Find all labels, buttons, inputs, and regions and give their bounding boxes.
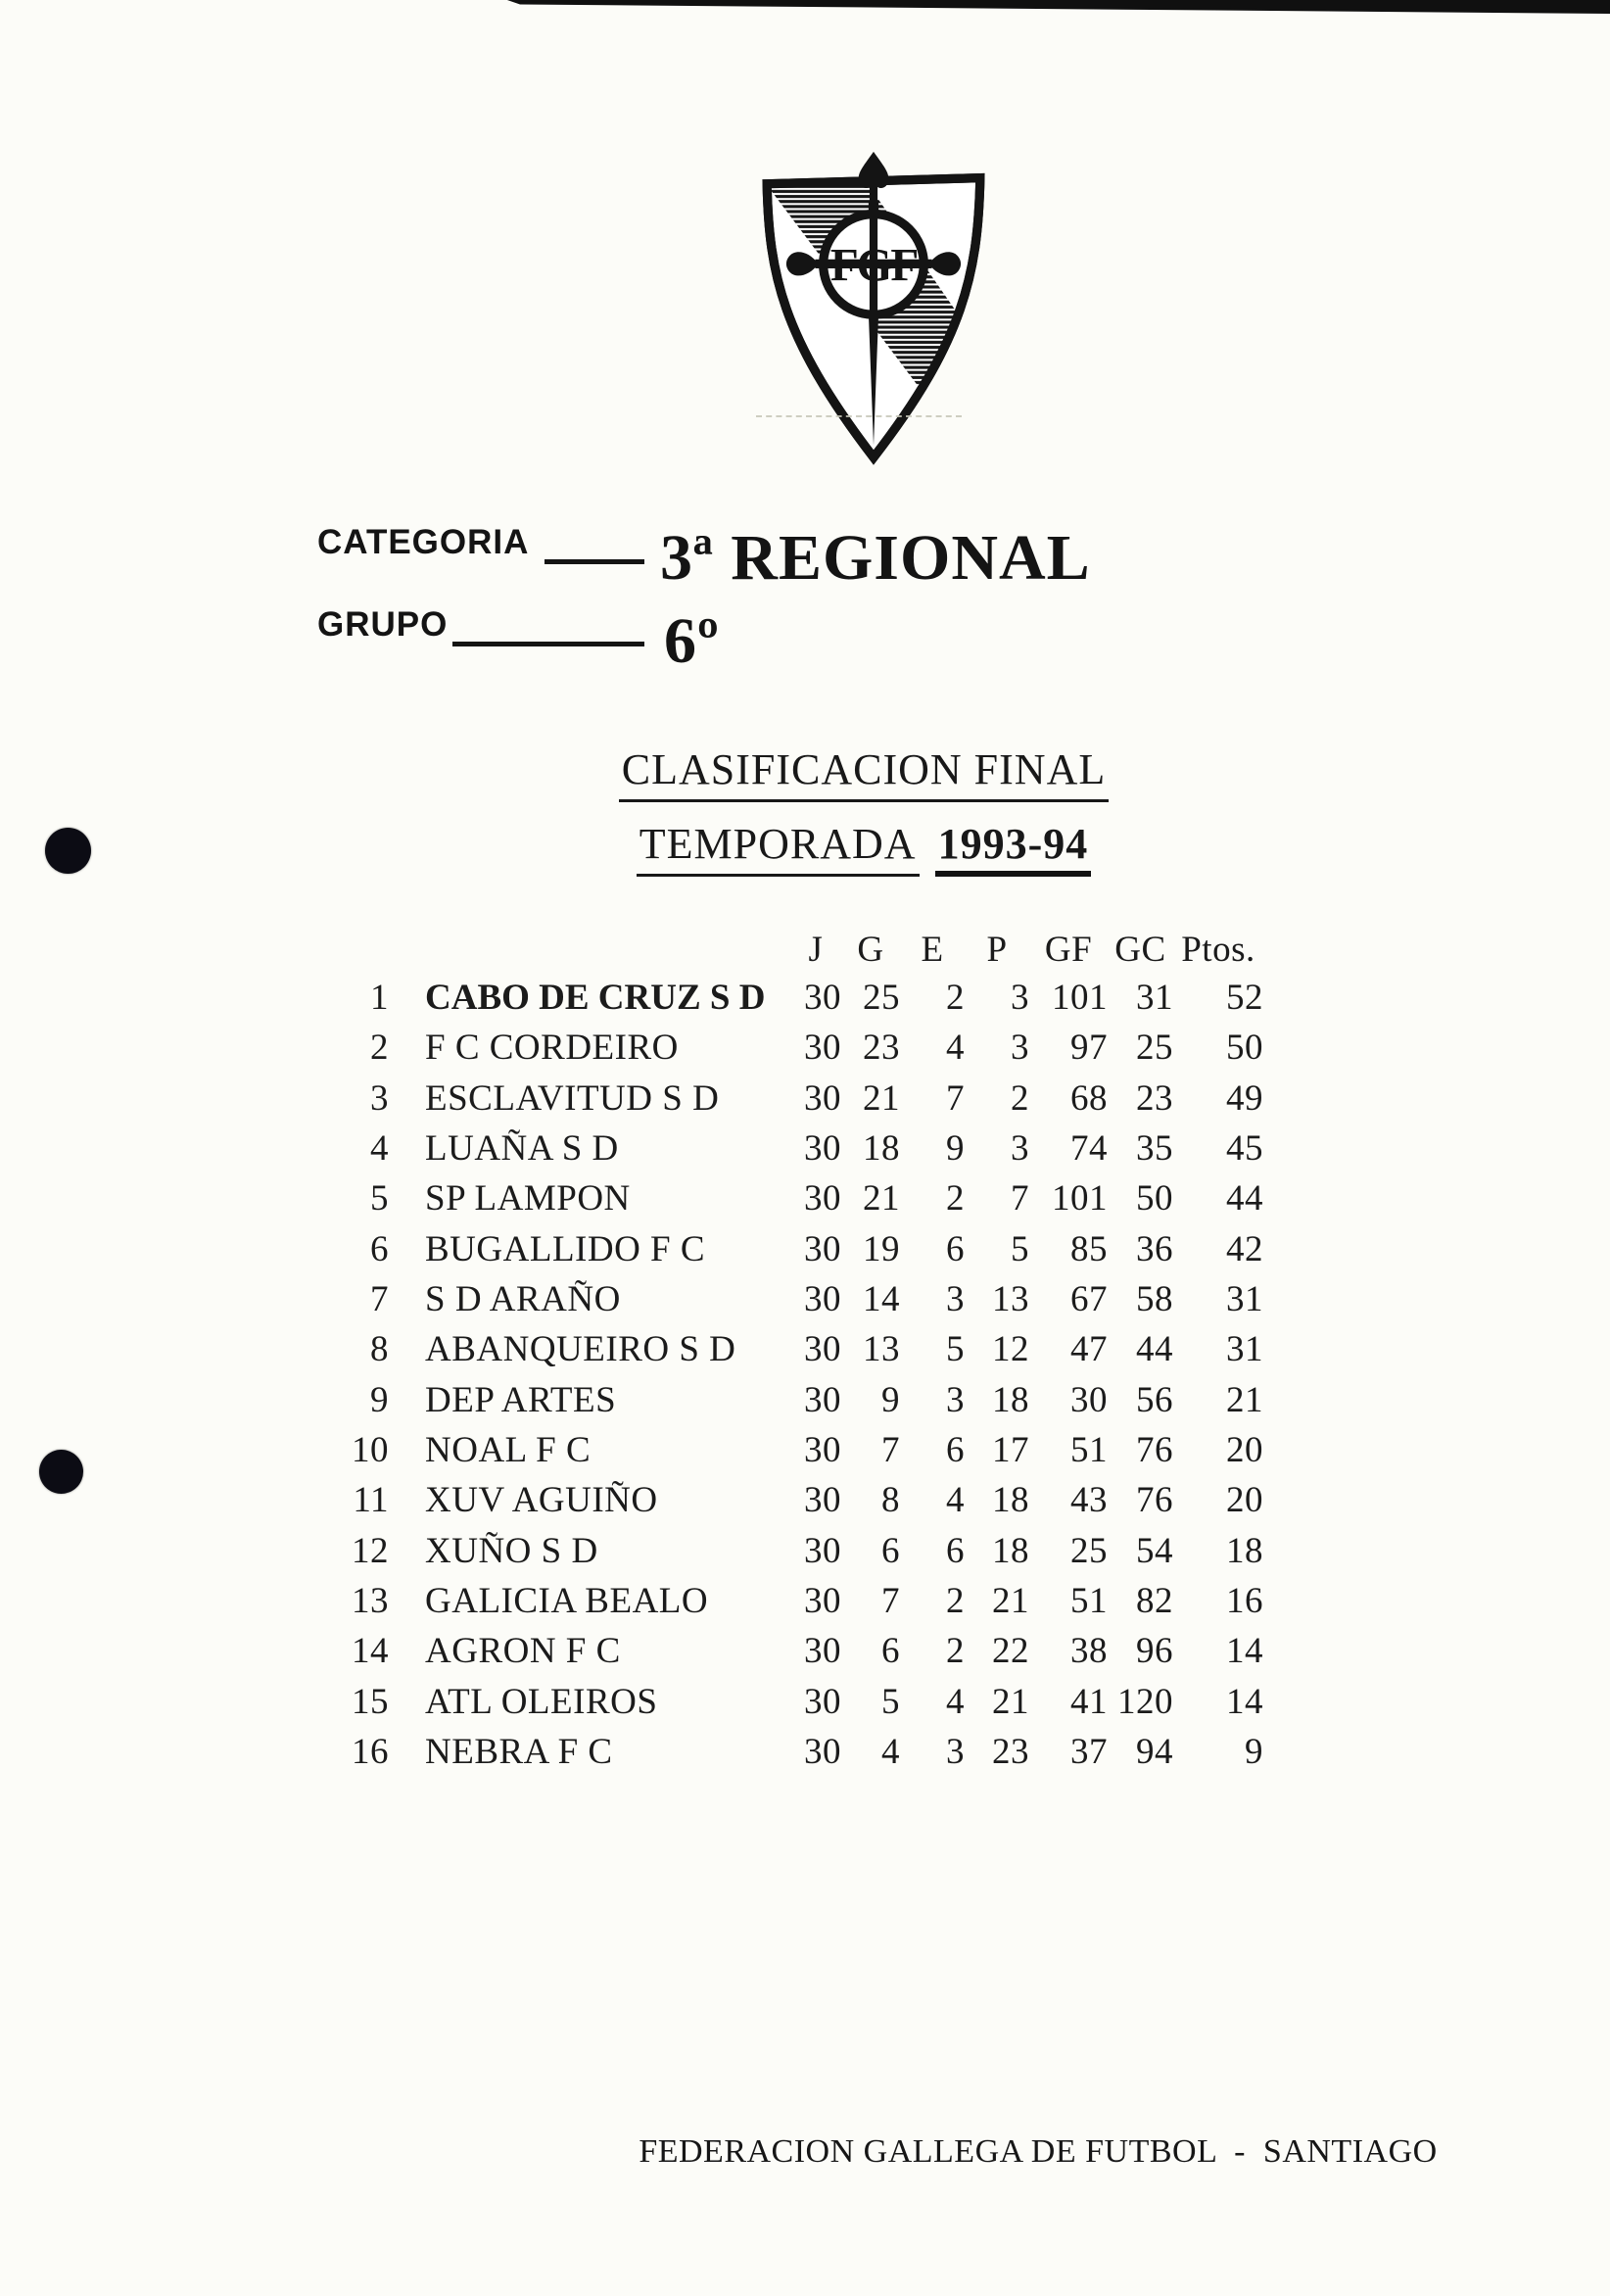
rank-cell: 14: [352, 1631, 389, 1672]
gc-cell: 31: [1136, 978, 1173, 1018]
pts-cell: 44: [1226, 1178, 1263, 1220]
p-cell: 18: [992, 1379, 1029, 1420]
rank-cell: 4: [370, 1128, 389, 1170]
table-row: [338, 1731, 1263, 1781]
gc-cell: 82: [1136, 1581, 1173, 1622]
pts-cell: 20: [1226, 1480, 1263, 1521]
p-cell: 23: [992, 1732, 1029, 1773]
e-cell: 7: [946, 1077, 965, 1119]
pts-cell: 18: [1226, 1530, 1263, 1571]
scan-artifact-line: [756, 415, 962, 417]
g-cell: 8: [881, 1480, 900, 1521]
header-rank-spacer: [338, 929, 389, 972]
rank-cell: 10: [352, 1430, 389, 1471]
rank-cell: 5: [370, 1178, 389, 1220]
rank-cell: 9: [370, 1379, 389, 1420]
g-cell: 21: [863, 1178, 900, 1220]
j-cell: 30: [804, 1732, 841, 1773]
p-cell: 21: [992, 1581, 1029, 1622]
table-row: [338, 1027, 1263, 1076]
g-cell: 21: [863, 1077, 900, 1119]
federation-footer: FEDERACION GALLEGA DE FUTBOL - SANTIAGO: [639, 2133, 1438, 2170]
header-team-spacer: [389, 929, 790, 972]
team-cell: SP LAMPON: [425, 1178, 631, 1220]
gf-cell: 68: [1070, 1077, 1108, 1119]
pts-cell: 52: [1226, 978, 1263, 1018]
table-row: [338, 1379, 1263, 1429]
title-temporada-word: TEMPORADA: [637, 819, 920, 877]
table-row: [338, 1681, 1263, 1731]
hole-punch-dot: [45, 828, 91, 874]
rank-cell: 16: [352, 1732, 389, 1773]
grupo-underline: [452, 642, 644, 646]
table-row: [338, 1177, 1263, 1227]
pts-cell: 42: [1226, 1228, 1263, 1269]
g-cell: 6: [881, 1530, 900, 1571]
g-cell: 18: [863, 1128, 900, 1170]
table-row: [338, 977, 1263, 1027]
g-cell: 14: [863, 1279, 900, 1320]
p-cell: 22: [992, 1631, 1029, 1672]
gf-cell: 47: [1070, 1329, 1108, 1370]
g-cell: 13: [863, 1329, 900, 1370]
rank-cell: 11: [353, 1480, 389, 1521]
categoria-underline: [545, 559, 644, 564]
title-temporada: [560, 819, 1167, 877]
e-cell: 6: [946, 1430, 965, 1471]
team-cell: CABO DE CRUZ S D: [425, 978, 766, 1018]
gf-cell: 38: [1070, 1631, 1108, 1672]
gf-cell: 97: [1070, 1028, 1108, 1069]
title-clasificacion-text: CLASIFICACION FINAL: [619, 744, 1109, 802]
col-header-g: G: [857, 930, 884, 970]
j-cell: 30: [804, 1631, 841, 1672]
p-cell: 18: [992, 1530, 1029, 1571]
gf-cell: 30: [1070, 1379, 1108, 1420]
j-cell: 30: [804, 1681, 841, 1722]
rank-cell: 8: [370, 1329, 389, 1370]
j-cell: 30: [804, 1379, 841, 1420]
e-cell: 2: [946, 1581, 965, 1622]
team-cell: BUGALLIDO F C: [425, 1228, 706, 1269]
g-cell: 9: [881, 1379, 900, 1420]
g-cell: 6: [881, 1631, 900, 1672]
e-cell: 6: [946, 1530, 965, 1571]
e-cell: 5: [946, 1329, 965, 1370]
p-cell: 18: [992, 1480, 1029, 1521]
table-row: [338, 1077, 1263, 1127]
gc-cell: 56: [1136, 1379, 1173, 1420]
gc-cell: 76: [1136, 1480, 1173, 1521]
team-cell: S D ARAÑO: [425, 1279, 621, 1320]
table-row: [338, 1328, 1263, 1378]
pts-cell: 14: [1226, 1631, 1263, 1672]
p-cell: 12: [992, 1329, 1029, 1370]
pts-cell: 16: [1226, 1581, 1263, 1622]
p-cell: 3: [1011, 1128, 1029, 1170]
rank-cell: 7: [370, 1279, 389, 1320]
g-cell: 23: [863, 1028, 900, 1069]
g-cell: 19: [863, 1228, 900, 1269]
p-cell: 17: [992, 1430, 1029, 1471]
col-header-ptos: Ptos.: [1181, 930, 1255, 970]
scan-edge-strip: [0, 0, 1610, 14]
e-cell: 2: [946, 978, 965, 1018]
g-cell: 7: [881, 1430, 900, 1471]
gf-cell: 25: [1070, 1530, 1108, 1571]
e-cell: 6: [946, 1228, 965, 1269]
pts-cell: 14: [1226, 1681, 1263, 1722]
gc-cell: 44: [1136, 1329, 1173, 1370]
gf-cell: 85: [1070, 1228, 1108, 1269]
e-cell: 2: [946, 1178, 965, 1220]
team-cell: ATL OLEIROS: [425, 1681, 658, 1722]
grupo-value: 6º: [664, 605, 720, 677]
p-cell: 7: [1011, 1178, 1029, 1220]
e-cell: 3: [946, 1279, 965, 1320]
rank-cell: 13: [352, 1581, 389, 1622]
gf-cell: 101: [1052, 978, 1108, 1018]
e-cell: 4: [946, 1028, 965, 1069]
pts-cell: 21: [1226, 1379, 1263, 1420]
gc-cell: 120: [1117, 1681, 1173, 1722]
rank-cell: 6: [370, 1228, 389, 1269]
g-cell: 5: [881, 1681, 900, 1722]
grupo-label: GRUPO: [317, 605, 449, 644]
team-cell: LUAÑA S D: [425, 1128, 619, 1170]
team-cell: NEBRA F C: [425, 1732, 613, 1773]
col-header-e: E: [921, 930, 944, 970]
e-cell: 9: [946, 1128, 965, 1170]
table-row: [338, 1530, 1263, 1580]
gc-cell: 94: [1136, 1732, 1173, 1773]
j-cell: 30: [804, 1178, 841, 1220]
gf-cell: 43: [1070, 1480, 1108, 1521]
title-clasificacion: [560, 744, 1167, 802]
team-cell: DEP ARTES: [425, 1379, 617, 1420]
gc-cell: 25: [1136, 1028, 1173, 1069]
p-cell: 21: [992, 1681, 1029, 1722]
j-cell: 30: [804, 1028, 841, 1069]
team-cell: F C CORDEIRO: [425, 1028, 679, 1069]
gc-cell: 23: [1136, 1077, 1173, 1119]
j-cell: 30: [804, 1430, 841, 1471]
hole-punch-dot: [39, 1450, 83, 1494]
e-cell: 4: [946, 1480, 965, 1521]
table-header-row: [338, 929, 1263, 972]
team-cell: NOAL F C: [425, 1430, 592, 1471]
pts-cell: 9: [1245, 1732, 1263, 1773]
categoria-value: 3ª REGIONAL: [660, 522, 1091, 594]
j-cell: 30: [804, 1228, 841, 1269]
team-cell: ABANQUEIRO S D: [425, 1329, 736, 1370]
e-cell: 2: [946, 1631, 965, 1672]
j-cell: 30: [804, 1329, 841, 1370]
p-cell: 5: [1011, 1228, 1029, 1269]
p-cell: 3: [1011, 1028, 1029, 1069]
team-cell: GALICIA BEALO: [425, 1581, 709, 1622]
table-body: [338, 977, 1263, 1782]
j-cell: 30: [804, 978, 841, 1018]
pts-cell: 49: [1226, 1077, 1263, 1119]
categoria-label: CATEGORIA: [317, 523, 530, 561]
col-header-gf: GF: [1044, 930, 1093, 970]
table-row: [338, 1127, 1263, 1177]
g-cell: 4: [881, 1732, 900, 1773]
gf-cell: 74: [1070, 1128, 1108, 1170]
table-row: [338, 1630, 1263, 1680]
p-cell: 2: [1011, 1077, 1029, 1119]
pts-cell: 20: [1226, 1430, 1263, 1471]
pts-cell: 50: [1226, 1028, 1263, 1069]
fgf-crest-icon: [723, 143, 1024, 470]
table-row: [338, 1580, 1263, 1630]
p-cell: 13: [992, 1279, 1029, 1320]
rank-cell: 1: [370, 978, 389, 1018]
pts-cell: 31: [1226, 1329, 1263, 1370]
rank-cell: 12: [352, 1530, 389, 1571]
g-cell: 25: [863, 978, 900, 1018]
gf-cell: 101: [1052, 1178, 1108, 1220]
team-cell: XUV AGUIÑO: [425, 1480, 658, 1521]
gc-cell: 50: [1136, 1178, 1173, 1220]
col-header-j: J: [808, 930, 824, 970]
j-cell: 30: [804, 1077, 841, 1119]
gc-cell: 36: [1136, 1228, 1173, 1269]
gf-cell: 51: [1070, 1581, 1108, 1622]
table-row: [338, 1429, 1263, 1479]
p-cell: 3: [1011, 978, 1029, 1018]
gc-cell: 58: [1136, 1279, 1173, 1320]
rank-cell: 15: [352, 1681, 389, 1722]
gf-cell: 41: [1070, 1681, 1108, 1722]
j-cell: 30: [804, 1530, 841, 1571]
gc-cell: 76: [1136, 1430, 1173, 1471]
gc-cell: 96: [1136, 1631, 1173, 1672]
table-row: [338, 1479, 1263, 1529]
e-cell: 3: [946, 1732, 965, 1773]
team-cell: ESCLAVITUD S D: [425, 1077, 720, 1119]
e-cell: 3: [946, 1379, 965, 1420]
j-cell: 30: [804, 1581, 841, 1622]
gc-cell: 35: [1136, 1128, 1173, 1170]
rank-cell: 3: [370, 1077, 389, 1119]
gf-cell: 37: [1070, 1732, 1108, 1773]
j-cell: 30: [804, 1128, 841, 1170]
table-row: [338, 1228, 1263, 1278]
e-cell: 4: [946, 1681, 965, 1722]
gf-cell: 51: [1070, 1430, 1108, 1471]
g-cell: 7: [881, 1581, 900, 1622]
j-cell: 30: [804, 1480, 841, 1521]
title-season: 1993-94: [935, 819, 1092, 877]
j-cell: 30: [804, 1279, 841, 1320]
gf-cell: 67: [1070, 1279, 1108, 1320]
team-cell: AGRON F C: [425, 1631, 621, 1672]
gc-cell: 54: [1136, 1530, 1173, 1571]
pts-cell: 31: [1226, 1279, 1263, 1320]
col-header-gc: GC: [1114, 930, 1166, 970]
team-cell: XUÑO S D: [425, 1530, 598, 1571]
col-header-p: P: [986, 930, 1008, 970]
pts-cell: 45: [1226, 1128, 1263, 1170]
rank-cell: 2: [370, 1028, 389, 1069]
table-row: [338, 1278, 1263, 1328]
